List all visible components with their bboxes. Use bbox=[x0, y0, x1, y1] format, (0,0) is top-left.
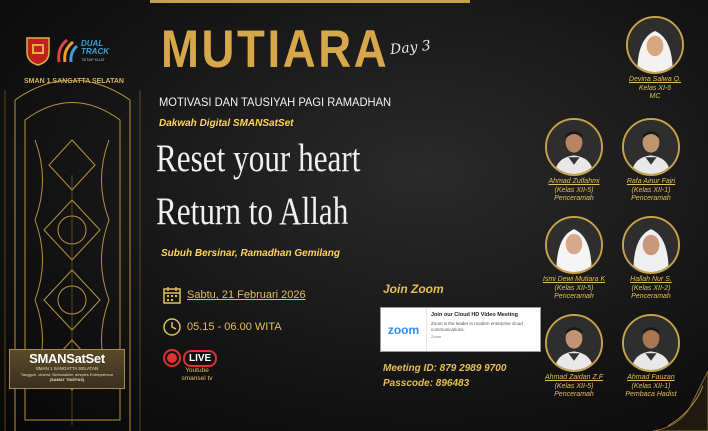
event-motto: Subuh Bersinar, Ramadhan Gemilang bbox=[161, 248, 340, 259]
person-class: (Kelas XII-5) bbox=[554, 186, 594, 194]
person-hijab-icon bbox=[547, 218, 601, 272]
person-name: Ahmad Fauzan bbox=[627, 374, 675, 381]
theme-line-1: Reset your heart bbox=[156, 137, 361, 180]
event-title: MUTIARA bbox=[161, 20, 390, 79]
person-speaker-5 bbox=[534, 314, 614, 400]
dual-track-emblem-icon bbox=[55, 36, 79, 66]
person-role: Penceramah bbox=[631, 195, 671, 202]
avatar bbox=[545, 314, 603, 372]
dual-track-logo bbox=[55, 36, 121, 68]
live-record-icon bbox=[163, 349, 181, 367]
dual-track-sub: TETAP KUAT bbox=[81, 57, 106, 62]
person-class: (Kelas XII-1) bbox=[631, 382, 671, 390]
avatar bbox=[622, 216, 680, 274]
clock-icon bbox=[162, 317, 182, 337]
person-name: Devina Salwa Q. bbox=[628, 76, 682, 83]
avatar bbox=[545, 118, 603, 176]
smanset-school: SMAN 1 SANGATTA SELATAN bbox=[35, 366, 99, 371]
avatar bbox=[622, 118, 680, 176]
live-channel-line2: smansel tv bbox=[181, 375, 213, 382]
person-male-icon bbox=[547, 120, 601, 174]
person-name: Ismi Dewi Mutiara K bbox=[542, 276, 606, 283]
calendar-icon bbox=[162, 285, 182, 305]
live-label: LIVE bbox=[183, 350, 217, 367]
person-role: Penceramah bbox=[631, 293, 671, 300]
person-role: Penceramah bbox=[554, 391, 594, 398]
person-role: Pembaca Hadist bbox=[625, 391, 677, 398]
dual-track-line1: DUAL bbox=[81, 39, 104, 48]
time-row bbox=[162, 317, 282, 337]
zoom-card-desc: Zoom is the leader in modern enterprise cloud communications. bbox=[431, 321, 523, 332]
avatar bbox=[545, 216, 603, 274]
zoom-card-title: Join our Cloud HD Video Meeting bbox=[431, 312, 518, 318]
live-channel-line1: Youtube bbox=[185, 367, 209, 374]
left-panel bbox=[0, 0, 150, 431]
person-role: Penceramah bbox=[554, 195, 594, 202]
person-male-icon bbox=[547, 316, 601, 370]
event-date: Sabtu, 21 Februari 2026 bbox=[187, 289, 306, 301]
event-subtitle: MOTIVASI DAN TAUSIYAH PAGI RAMADHAN bbox=[159, 95, 392, 109]
school-crest-icon bbox=[25, 36, 51, 66]
dual-track-line2: TRACK bbox=[81, 47, 109, 56]
zoom-link-card[interactable] bbox=[380, 307, 541, 352]
person-class: (Kelas XII-1) bbox=[631, 186, 671, 194]
person-class: Kelas XI-6 bbox=[638, 84, 672, 92]
person-hijab-icon bbox=[628, 18, 682, 72]
person-name: Ahmad Zaidan Z.F bbox=[545, 374, 603, 381]
person-class: (Kelas XII-5) bbox=[554, 382, 594, 390]
person-class: (Kelas XII-2) bbox=[631, 284, 671, 292]
person-class: (Kelas XII-5) bbox=[554, 284, 594, 292]
person-mc bbox=[610, 16, 700, 102]
school-name: SMAN 1 SANGATTA SELATAN bbox=[24, 78, 124, 85]
person-name: Hallah Nur S. bbox=[630, 276, 672, 283]
person-speaker-1 bbox=[534, 118, 614, 204]
avatar bbox=[626, 16, 684, 74]
date-row bbox=[162, 285, 306, 305]
person-speaker-3 bbox=[534, 216, 614, 302]
smanset-title: SMANSatSet bbox=[29, 351, 105, 366]
person-hijab-icon bbox=[624, 218, 678, 272]
person-male-icon bbox=[624, 316, 678, 370]
avatar bbox=[622, 314, 680, 372]
person-male-icon bbox=[624, 120, 678, 174]
smanset-values: Tangguh, cinerst, Berkarakter, desytes Entrepreneur bbox=[20, 371, 114, 377]
person-role: Penceramah bbox=[554, 293, 594, 300]
person-name: Rafa Ainur Fajri bbox=[626, 178, 676, 185]
event-tagline: Dakwah Digital SMANSatSet bbox=[159, 118, 294, 129]
top-gold-bar bbox=[150, 0, 470, 3]
person-speaker-4 bbox=[611, 216, 691, 302]
person-speaker-2 bbox=[611, 118, 691, 204]
person-name: Ahmad Zulfahmi bbox=[548, 178, 600, 185]
corner-ornament-icon bbox=[653, 371, 708, 431]
zoom-logo: zoom bbox=[387, 322, 420, 337]
event-time: 05.15 - 06.00 WITA bbox=[187, 321, 282, 333]
join-zoom-heading: Join Zoom bbox=[383, 282, 444, 296]
theme-line-2: Return to Allah bbox=[156, 190, 349, 233]
event-day: Day 3 bbox=[389, 37, 432, 59]
zoom-meeting-id: Meeting ID: 879 2989 9700 bbox=[383, 363, 507, 374]
zoom-card-domain: Zoom bbox=[431, 334, 442, 339]
smanset-acronym: (SAMAT TIKEPAS) bbox=[49, 376, 85, 382]
smanset-badge bbox=[9, 349, 125, 389]
person-role: MC bbox=[649, 93, 661, 100]
zoom-passcode: Passcode: 896483 bbox=[383, 378, 470, 389]
live-stream[interactable] bbox=[163, 349, 233, 383]
